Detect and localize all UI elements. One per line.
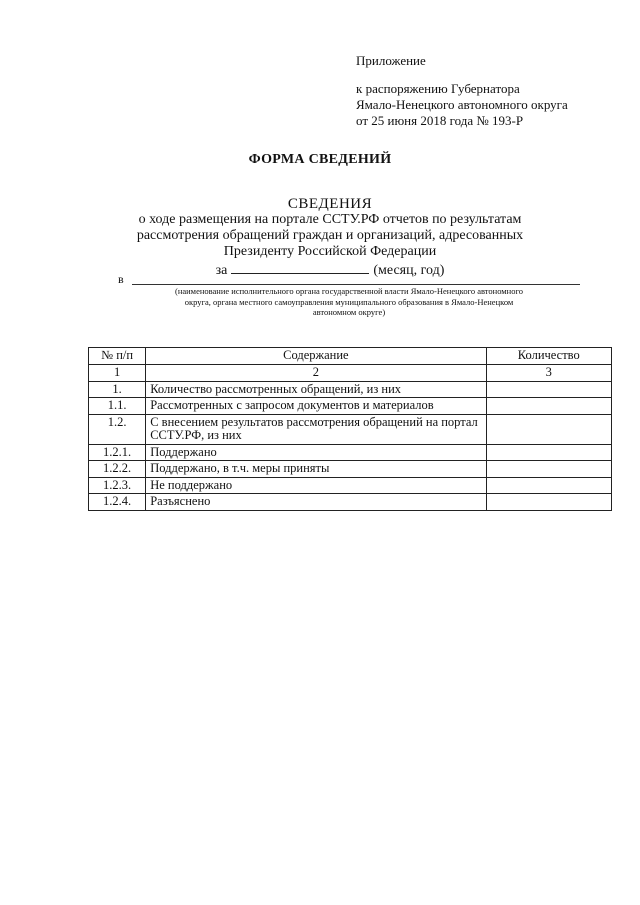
- in-label: в: [118, 272, 124, 286]
- row-quantity-cell[interactable]: [486, 494, 611, 511]
- org-note-line-1: (наименование исполнительного органа государственной власти Ямало-Ненецкого автономного: [174, 286, 523, 296]
- row-content: С внесением результатов рассмотрения обращений на портал ССТУ.РФ, из них: [146, 414, 486, 444]
- table-index-row: [89, 365, 612, 382]
- heading-line-2: рассмотрения обращений граждан и организаций, адресованных: [136, 228, 524, 243]
- org-note-line-3: автономном округе): [312, 307, 386, 317]
- index-cell-2: 2: [146, 365, 486, 382]
- organization-row: [118, 272, 580, 287]
- row-number: 1.1.: [89, 398, 146, 415]
- table-row: [89, 398, 612, 415]
- appendix-block: [356, 53, 568, 129]
- header-number: № п/п: [89, 348, 146, 365]
- row-number: 1.2.: [89, 414, 146, 444]
- header-content: Содержание: [146, 348, 486, 365]
- heading-line-3: Президенту Российской Федерации: [223, 244, 437, 259]
- table-row: [89, 444, 612, 461]
- org-note-line-2: округа, органа местного самоуправления муниципального образования в Ямало-Ненецком: [184, 296, 514, 307]
- index-cell-3: 3: [486, 365, 611, 382]
- document-heading: [120, 196, 540, 279]
- row-quantity-cell[interactable]: [486, 398, 611, 415]
- appendix-label: Приложение: [356, 53, 426, 68]
- appendix-line-3: от 25 июня 2018 года № 193-Р: [356, 113, 524, 128]
- row-quantity-cell[interactable]: [486, 414, 611, 444]
- row-quantity-cell[interactable]: [486, 444, 611, 461]
- heading-title: СВЕДЕНИЯ: [287, 196, 373, 212]
- row-number: 1.2.3.: [89, 477, 146, 494]
- row-content: Поддержано, в т.ч. меры приняты: [146, 461, 486, 478]
- table-row: [89, 477, 612, 494]
- table-row: [89, 414, 612, 444]
- row-number: 1.2.2.: [89, 461, 146, 478]
- appendix-line-1: к распоряжению Губернатора: [356, 81, 520, 96]
- heading-line-1: о ходе размещения на портале ССТУ.РФ отчетов по результатам: [138, 212, 522, 227]
- row-quantity-cell[interactable]: [486, 461, 611, 478]
- form-title: ФОРМА СВЕДЕНИЙ: [248, 152, 392, 167]
- row-number: 1.: [89, 381, 146, 398]
- row-content: Не поддержано: [146, 477, 486, 494]
- table-row: [89, 381, 612, 398]
- table-row: [89, 461, 612, 478]
- organization-note: [126, 286, 572, 318]
- period-prefix: за: [215, 263, 228, 278]
- row-quantity-cell[interactable]: [486, 381, 611, 398]
- row-content: Поддержано: [146, 444, 486, 461]
- index-cell-1: 1: [89, 365, 146, 382]
- row-number: 1.2.4.: [89, 494, 146, 511]
- row-content: Рассмотренных с запросом документов и материалов: [146, 398, 486, 415]
- row-quantity-cell[interactable]: [486, 477, 611, 494]
- table-row: [89, 494, 612, 511]
- row-number: 1.2.1.: [89, 444, 146, 461]
- period-suffix: (месяц, год): [373, 263, 445, 278]
- report-table: [88, 347, 612, 511]
- table-header-row: [89, 348, 612, 365]
- header-quantity: Количество: [486, 348, 611, 365]
- row-content: Разъяснено: [146, 494, 486, 511]
- organization-blank-field[interactable]: [132, 284, 580, 285]
- row-content: Количество рассмотренных обращений, из них: [146, 381, 486, 398]
- appendix-line-2: Ямало-Ненецкого автономного округа: [356, 97, 568, 112]
